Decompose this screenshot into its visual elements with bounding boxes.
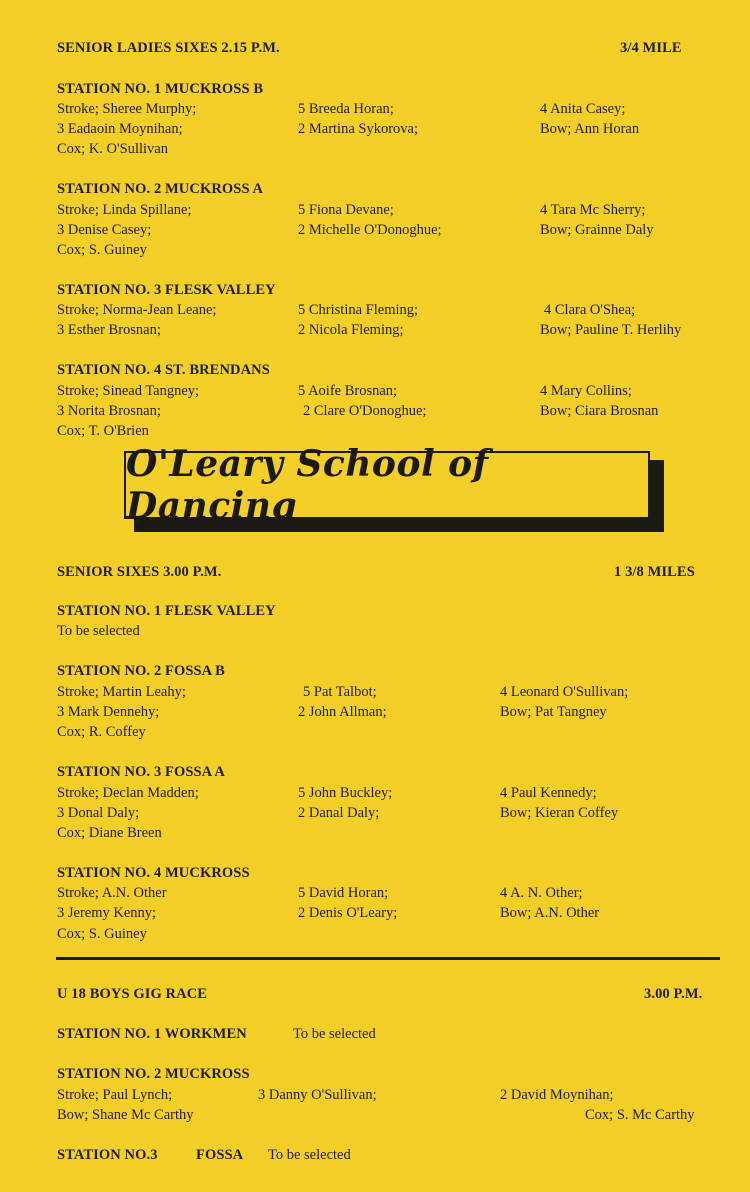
crew-member: 5 John Buckley; [298,785,393,801]
race-distance: 1 3/8 MILES [614,564,695,580]
station-header: STATION NO. 1 MUCKROSS B [57,81,264,97]
crew-member: Stroke; Declan Madden; [57,785,199,801]
crew-member: Bow; Shane Mc Carthy [57,1107,194,1123]
station-note: To be selected [268,1147,351,1163]
station-club: FOSSA [196,1147,244,1163]
crew-member: Bow; Grainne Daly [540,222,654,238]
race-title: U 18 BOYS GIG RACE [57,986,208,1002]
station-header: STATION NO.3 [57,1147,158,1163]
crew-member: Bow; Pat Tangney [500,704,607,720]
station-header: STATION NO. 3 FOSSA A [57,764,225,780]
crew-member: Bow; Ann Horan [540,121,640,137]
crew-member: 2 Martina Sykorova; [298,121,419,137]
crew-member: Cox; R. Coffey [57,724,146,740]
crew-member: Stroke; Martin Leahy; [57,684,186,700]
crew-member: 3 Norita Brosnan; [57,403,161,419]
crew-member: 3 Denise Casey; [57,222,152,238]
crew-member: Bow; Kieran Coffey [500,805,619,821]
crew-member: Bow; Ciara Brosnan [540,403,659,419]
crew-member: Stroke; A.N. Other [57,885,167,901]
sponsor-sign [124,443,650,527]
crew-member: 2 Michelle O'Donoghue; [298,222,442,238]
crew-member: Stroke; Linda Spillane; [57,202,192,218]
station-header: STATION NO. 2 MUCKROSS A [57,181,264,197]
station-header: STATION NO. 3 FLESK VALLEY [57,282,276,298]
station-header: STATION NO. 4 MUCKROSS [57,865,250,881]
crew-member: 4 Mary Collins; [540,383,632,399]
crew-member: 4 Paul Kennedy; [500,785,597,801]
station-header: STATION NO. 1 FLESK VALLEY [57,603,276,619]
race-distance: 3/4 MILE [620,40,682,56]
crew-member: 4 Tara Mc Sherry; [540,202,646,218]
station-note: To be selected [57,623,140,639]
crew-member: Stroke; Norma-Jean Leane; [57,302,217,318]
crew-member: Stroke; Paul Lynch; [57,1087,173,1103]
crew-member: 4 Clara O'Shea; [544,302,636,318]
crew-member: 4 Anita Casey; [540,101,626,117]
crew-member: Bow; A.N. Other [500,905,600,921]
crew-member: 5 Breeda Horan; [298,101,394,117]
crew-member: 2 David Moynihan; [500,1087,614,1103]
crew-member: 3 Eadaoin Moynihan; [57,121,183,137]
crew-member: 3 Danny O'Sullivan; [258,1087,377,1103]
station-header: STATION NO. 2 MUCKROSS [57,1066,250,1082]
crew-member: Cox; S. Mc Carthy [585,1107,695,1123]
crew-member: 5 Aoife Brosnan; [298,383,398,399]
crew-member: 5 Fiona Devane; [298,202,394,218]
race-title: SENIOR LADIES SIXES 2.15 P.M. [57,40,280,56]
crew-member: 3 Esther Brosnan; [57,322,161,338]
station-header: STATION NO. 4 ST. BRENDANS [57,362,270,378]
crew-member: Stroke; Sheree Murphy; [57,101,197,117]
crew-member: Cox; T. O'Brien [57,423,149,439]
crew-member: 2 Danal Daly; [298,805,380,821]
race-time: 3.00 P.M. [644,986,703,1002]
crew-member: 5 Christina Fleming; [298,302,419,318]
crew-member: Cox; S. Guiney [57,926,147,942]
crew-member: Cox; Diane Breen [57,825,162,841]
crew-member: 4 Leonard O'Sullivan; [500,684,629,700]
station-note: To be selected [293,1026,376,1042]
section-divider [56,957,720,960]
crew-member: 4 A. N. Other; [500,885,583,901]
crew-member: 2 Clare O'Donoghue; [303,403,427,419]
crew-member: Cox; S. Guiney [57,242,147,258]
crew-member: 2 Nicola Fleming; [298,322,404,338]
sponsor-name: O'Leary School of Dancing [126,443,489,527]
crew-member: 2 John Allman; [298,704,387,720]
station-header: STATION NO. 1 WORKMEN [57,1026,247,1042]
crew-member: Bow; Pauline T. Herlihy [540,322,682,338]
crew-member: 5 Pat Talbot; [303,684,377,700]
crew-member: Cox; K. O'Sullivan [57,141,168,157]
crew-member: 5 David Horan; [298,885,389,901]
crew-member: 3 Mark Dennehy; [57,704,160,720]
crew-member: Stroke; Sinead Tangney; [57,383,200,399]
station-header: STATION NO. 2 FOSSA B [57,663,225,679]
race-title: SENIOR SIXES 3.00 P.M. [57,564,222,580]
crew-member: 3 Donal Daly; [57,805,140,821]
crew-member: 3 Jeremy Kenny; [57,905,157,921]
crew-member: 2 Denis O'Leary; [298,905,398,921]
